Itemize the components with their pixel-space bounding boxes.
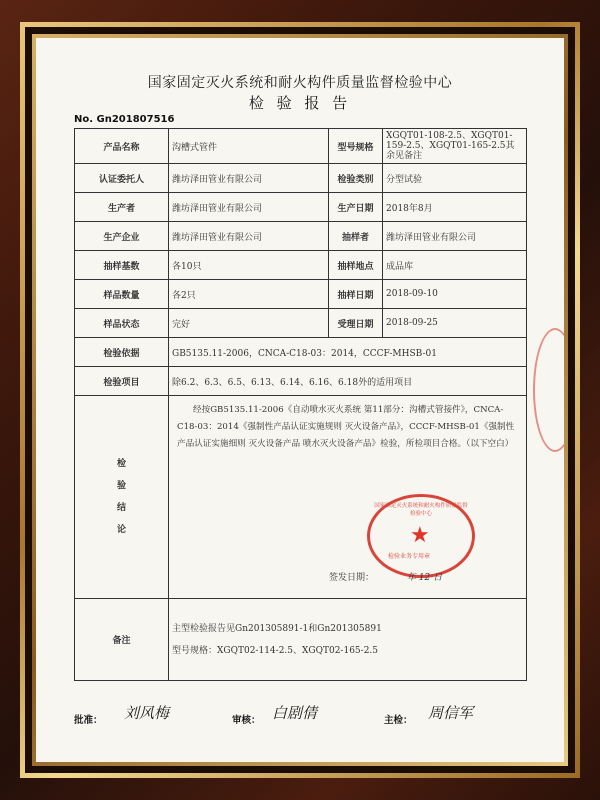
- label-model-spec: 型号规格: [329, 129, 383, 164]
- seal-ring-text: 国家固定灭火系统和耐火构件质量监督检验中心: [374, 503, 468, 517]
- table-row: [75, 280, 527, 309]
- org-title: 国家固定灭火系统和耐火构件质量监督检验中心: [147, 75, 453, 91]
- value-inspection-items: 除6.2、6.3、6.5、6.13、6.14、6.16、6.18外的适用项目: [169, 367, 527, 396]
- label-sampling-date: 抽样日期: [329, 280, 383, 309]
- table-row: [75, 396, 527, 599]
- review-label: 审核：: [232, 715, 261, 726]
- label-sample-quantity: 样品数量: [75, 280, 169, 309]
- value-acceptance-date: 2018-09-25: [383, 309, 527, 338]
- value-manufacturer: 潍坊泽田管业有限公司: [169, 222, 329, 251]
- value-inspection-basis: GB5135.11-2006，CNCA-C18-03：2014，CCCF-MHSB-01: [169, 338, 527, 367]
- label-inspection-basis: 检验依据: [75, 338, 169, 367]
- label-inspection-items: 检验项目: [75, 367, 169, 396]
- inspect-label: 主检：: [384, 715, 413, 726]
- sign-date: [329, 570, 442, 583]
- seal-text: 检验业务专用章: [388, 553, 431, 560]
- value-sample-condition: 完好: [169, 309, 329, 338]
- value-model-spec: XGQT01-108-2.5、XGQT01-159-2.5、XGQT01-165-2.5其余见备注: [383, 129, 527, 164]
- sign-date-label: 签发日期：: [329, 573, 375, 583]
- table-row: [75, 164, 527, 193]
- star-icon: ★: [410, 523, 430, 548]
- table-row: [75, 599, 527, 681]
- value-client: 潍坊泽田管业有限公司: [169, 164, 329, 193]
- label-sample-base: 抽样基数: [75, 251, 169, 280]
- partial-side-seal: [533, 328, 564, 452]
- report-title: 检 验 报 告: [248, 94, 352, 112]
- value-inspection-type: 分型试验: [383, 164, 527, 193]
- label-product-name: 产品名称: [75, 129, 169, 164]
- table-row: [75, 129, 527, 164]
- notes-line-2: 型号规格：XGQT02-114-2.5、XGQT02-165-2.5: [172, 645, 379, 656]
- conclusion-cell: [169, 396, 527, 599]
- label-manufacturer: 生产企业: [75, 222, 169, 251]
- value-product-name: 沟槽式管件: [169, 129, 329, 164]
- value-production-date: 2018年8月: [383, 193, 527, 222]
- conclusion-text: 经按GB5135.11-2006《自动喷水灭火系统 第11部分：沟槽式管接件》，CNCA-C18-03：2014《强制性产品认证实施规则 灭火设备产品》，CCCF-MHSB-01《强制性产品认证实施细则 灭火设备产品 喷水灭火设备产品》检验，所检项目合格。（以下空白）: [177, 405, 515, 449]
- value-sample-base: 各10只: [169, 251, 329, 280]
- conclusion-char: 结: [116, 503, 126, 513]
- value-producer: 潍坊泽田管业有限公司: [169, 193, 329, 222]
- conclusion-char: 验: [116, 481, 126, 491]
- conclusion-char: 检: [116, 459, 126, 469]
- report-paper: [36, 38, 564, 762]
- value-sampling-date: 2018-09-10: [383, 280, 527, 309]
- label-producer: 生产者: [75, 193, 169, 222]
- inspect-signature: 周信军: [428, 704, 474, 722]
- approve-signature: 刘风梅: [124, 704, 170, 722]
- review-signature: 白剧倩: [272, 704, 318, 722]
- table-row: [75, 367, 527, 396]
- table-row: [75, 222, 527, 251]
- value-sampler: 潍坊泽田管业有限公司: [383, 222, 527, 251]
- table-row: [75, 338, 527, 367]
- official-seal: [367, 494, 475, 578]
- label-acceptance-date: 受理日期: [329, 309, 383, 338]
- report-number: No. Gn201807516: [74, 114, 175, 125]
- conclusion-char: 论: [116, 525, 126, 535]
- notes-line-1: 主型检验报告见Gn201305891-1和Gn201305891: [172, 623, 382, 634]
- value-sample-location: 成品库: [383, 251, 527, 280]
- label-conclusion: [75, 396, 169, 599]
- label-production-date: 生产日期: [329, 193, 383, 222]
- report-table: [74, 128, 527, 681]
- label-notes: 备注: [75, 599, 169, 681]
- approve-label: 批准：: [74, 715, 103, 726]
- label-inspection-type: 检验类别: [329, 164, 383, 193]
- label-sample-location: 抽样地点: [329, 251, 383, 280]
- table-row: [75, 251, 527, 280]
- table-row: [75, 193, 527, 222]
- notes-cell: [169, 599, 527, 681]
- value-sample-quantity: 各2只: [169, 280, 329, 309]
- label-sampler: 抽样者: [329, 222, 383, 251]
- sign-date-handwritten: 年 12 日: [406, 573, 443, 583]
- label-sample-condition: 样品状态: [75, 309, 169, 338]
- label-client: 认证委托人: [75, 164, 169, 193]
- table-row: [75, 309, 527, 338]
